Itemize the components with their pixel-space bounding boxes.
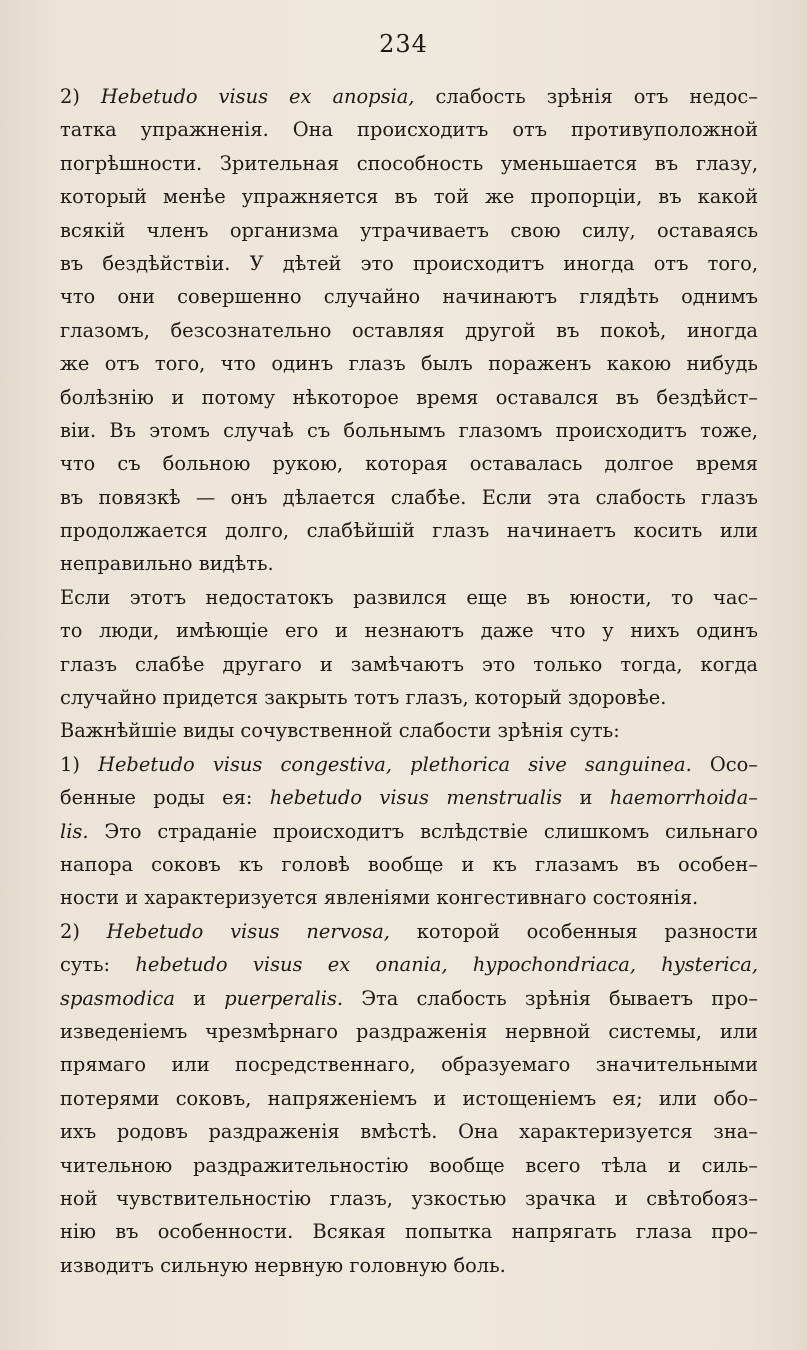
latin-term: Hebetudo visus congestiva, plethorica sive sanguinea. bbox=[98, 752, 692, 776]
text-segment: Важнѣйшіе виды сочувственной слабости зрѣнія суть: bbox=[60, 719, 620, 743]
text-segment: и bbox=[562, 786, 610, 810]
paragraph bbox=[60, 581, 758, 715]
text-line bbox=[60, 648, 758, 681]
latin-term: puerperalis. bbox=[224, 986, 344, 1010]
text-segment: Это страданіе происходитъ вслѣдствіе слишкомъ сильнаго bbox=[88, 819, 758, 843]
text-line bbox=[60, 881, 758, 914]
text-line bbox=[60, 1215, 758, 1248]
text-line bbox=[60, 147, 758, 180]
text-line bbox=[60, 848, 758, 881]
text-line bbox=[60, 1182, 758, 1215]
latin-term: hebetudo visus menstrualis bbox=[269, 786, 563, 810]
text-line bbox=[60, 581, 758, 614]
text-segment: въ повязкѣ — онъ дѣлается слабѣе. Если эта слабость глазъ bbox=[60, 485, 758, 509]
latin-term: Hebetudo visus nervosa, bbox=[106, 919, 390, 943]
text-line bbox=[60, 314, 758, 347]
text-segment: ихъ родовъ раздраженія вмѣстѣ. Она характеризуется зна– bbox=[60, 1120, 758, 1144]
body-text bbox=[60, 80, 758, 1282]
text-segment: то люди, имѣющіе его и незнаютъ даже что у нихъ одинъ bbox=[60, 619, 758, 643]
text-segment: бенные роды ея: bbox=[60, 786, 270, 810]
text-segment: продолжается долго, слабѣйшій глазъ начинаетъ косить или bbox=[60, 519, 758, 543]
paragraph bbox=[60, 748, 758, 915]
text-segment: суть: bbox=[60, 953, 136, 977]
text-segment: глазомъ, безсознательно оставляя другой въ покоѣ, иногда bbox=[60, 318, 758, 342]
text-segment: погрѣшности. Зрительная способность уменьшается въ глазу, bbox=[60, 151, 758, 175]
text-line bbox=[60, 447, 758, 480]
text-line bbox=[60, 815, 758, 848]
text-segment: віи. Въ этомъ случаѣ съ больнымъ глазомъ происходитъ тоже, bbox=[60, 418, 758, 442]
text-segment: болѣзнію и потому нѣкоторое время оставался въ бездѣйст– bbox=[60, 385, 758, 409]
latin-term: lis. bbox=[60, 819, 89, 843]
text-line bbox=[60, 748, 758, 781]
page-number: 234 bbox=[379, 30, 428, 58]
text-line bbox=[60, 347, 758, 380]
paragraph bbox=[60, 80, 758, 581]
paragraph bbox=[60, 915, 758, 1282]
text-line bbox=[60, 1149, 758, 1182]
latin-term: Hebetudo visus ex anopsia, bbox=[100, 85, 415, 108]
text-line bbox=[60, 1015, 758, 1048]
text-segment: изведеніемъ чрезмѣрнаго раздраженія нервной системы, или bbox=[60, 1019, 758, 1043]
text-line bbox=[60, 180, 758, 213]
text-line bbox=[60, 414, 758, 447]
text-segment: напора соковъ къ головѣ вообще и къ глазамъ въ особен– bbox=[60, 852, 758, 876]
text-segment: Осо– bbox=[691, 752, 758, 776]
text-line bbox=[60, 481, 758, 514]
text-line bbox=[60, 1115, 758, 1148]
text-line bbox=[60, 247, 758, 280]
text-segment: въ бездѣйствіи. У дѣтей это происходитъ иногда отъ того, bbox=[60, 251, 758, 275]
text-line bbox=[60, 214, 758, 247]
text-segment: прямаго или посредственнаго, образуемаго значительными bbox=[60, 1053, 758, 1077]
text-segment: неправильно видѣть. bbox=[60, 552, 274, 576]
text-line bbox=[60, 381, 758, 414]
text-segment: случайно придется закрыть тотъ глазъ, который здоровѣе. bbox=[60, 686, 667, 710]
text-segment: ности и характеризуется явленіями конгестивнаго состоянія. bbox=[60, 886, 699, 910]
text-line bbox=[60, 80, 758, 113]
text-segment: глазъ слабѣе другаго и замѣчаютъ это только тогда, когда bbox=[60, 652, 758, 676]
text-segment: который менѣе упражняется въ той же пропорціи, въ какой bbox=[60, 185, 758, 209]
text-line bbox=[60, 781, 758, 814]
text-segment: всякій членъ организма утрачиваетъ свою силу, оставаясь bbox=[60, 218, 758, 242]
text-segment: Если этотъ недостатокъ развился еще въ юности, то час– bbox=[60, 585, 758, 609]
text-segment: 2) bbox=[60, 85, 101, 108]
text-line bbox=[60, 514, 758, 547]
text-line bbox=[60, 915, 758, 948]
text-segment: нію въ особенности. Всякая попытка напрягать глаза про– bbox=[60, 1220, 758, 1244]
text-segment: 1) bbox=[60, 752, 99, 776]
text-segment: чительною раздражительностію вообще всего тѣла и силь– bbox=[60, 1153, 758, 1177]
text-segment: 2) bbox=[60, 919, 107, 943]
text-segment: Эта слабость зрѣнія бываетъ про– bbox=[343, 986, 758, 1010]
text-line bbox=[60, 280, 758, 313]
text-segment: татка упражненія. Она происходитъ отъ противуположной bbox=[60, 118, 758, 142]
text-segment: и bbox=[174, 986, 225, 1010]
text-segment: которой особенныя разности bbox=[389, 919, 758, 943]
text-segment: изводитъ сильную нервную головную боль. bbox=[60, 1253, 506, 1277]
text-line bbox=[60, 1082, 758, 1115]
latin-term: spasmodica bbox=[60, 986, 175, 1010]
text-line bbox=[60, 1249, 758, 1282]
text-line bbox=[60, 714, 758, 747]
latin-term: hebetudo visus ex onania, hypochondriaca, hysterica, bbox=[135, 953, 758, 977]
text-segment: что съ больною рукою, которая оставалась долгое время bbox=[60, 452, 758, 476]
text-segment: слабость зрѣнія отъ недос– bbox=[414, 85, 758, 108]
text-segment: ной чувствительностію глазъ, узкостью зрачка и свѣтобояз– bbox=[60, 1186, 758, 1210]
latin-term: haemorrhoida– bbox=[609, 786, 758, 810]
text-segment: же отъ того, что одинъ глазъ былъ пораженъ какою нибудь bbox=[60, 352, 758, 376]
text-line bbox=[60, 614, 758, 647]
text-line bbox=[60, 1048, 758, 1081]
text-line bbox=[60, 547, 758, 580]
text-line bbox=[60, 681, 758, 714]
text-segment: потерями соковъ, напряженіемъ и истощеніемъ ея; или обо– bbox=[60, 1086, 758, 1110]
text-line bbox=[60, 948, 758, 981]
text-line bbox=[60, 982, 758, 1015]
paragraph bbox=[60, 714, 758, 747]
text-segment: что они совершенно случайно начинаютъ глядѣть однимъ bbox=[60, 285, 758, 309]
text-line bbox=[60, 113, 758, 146]
